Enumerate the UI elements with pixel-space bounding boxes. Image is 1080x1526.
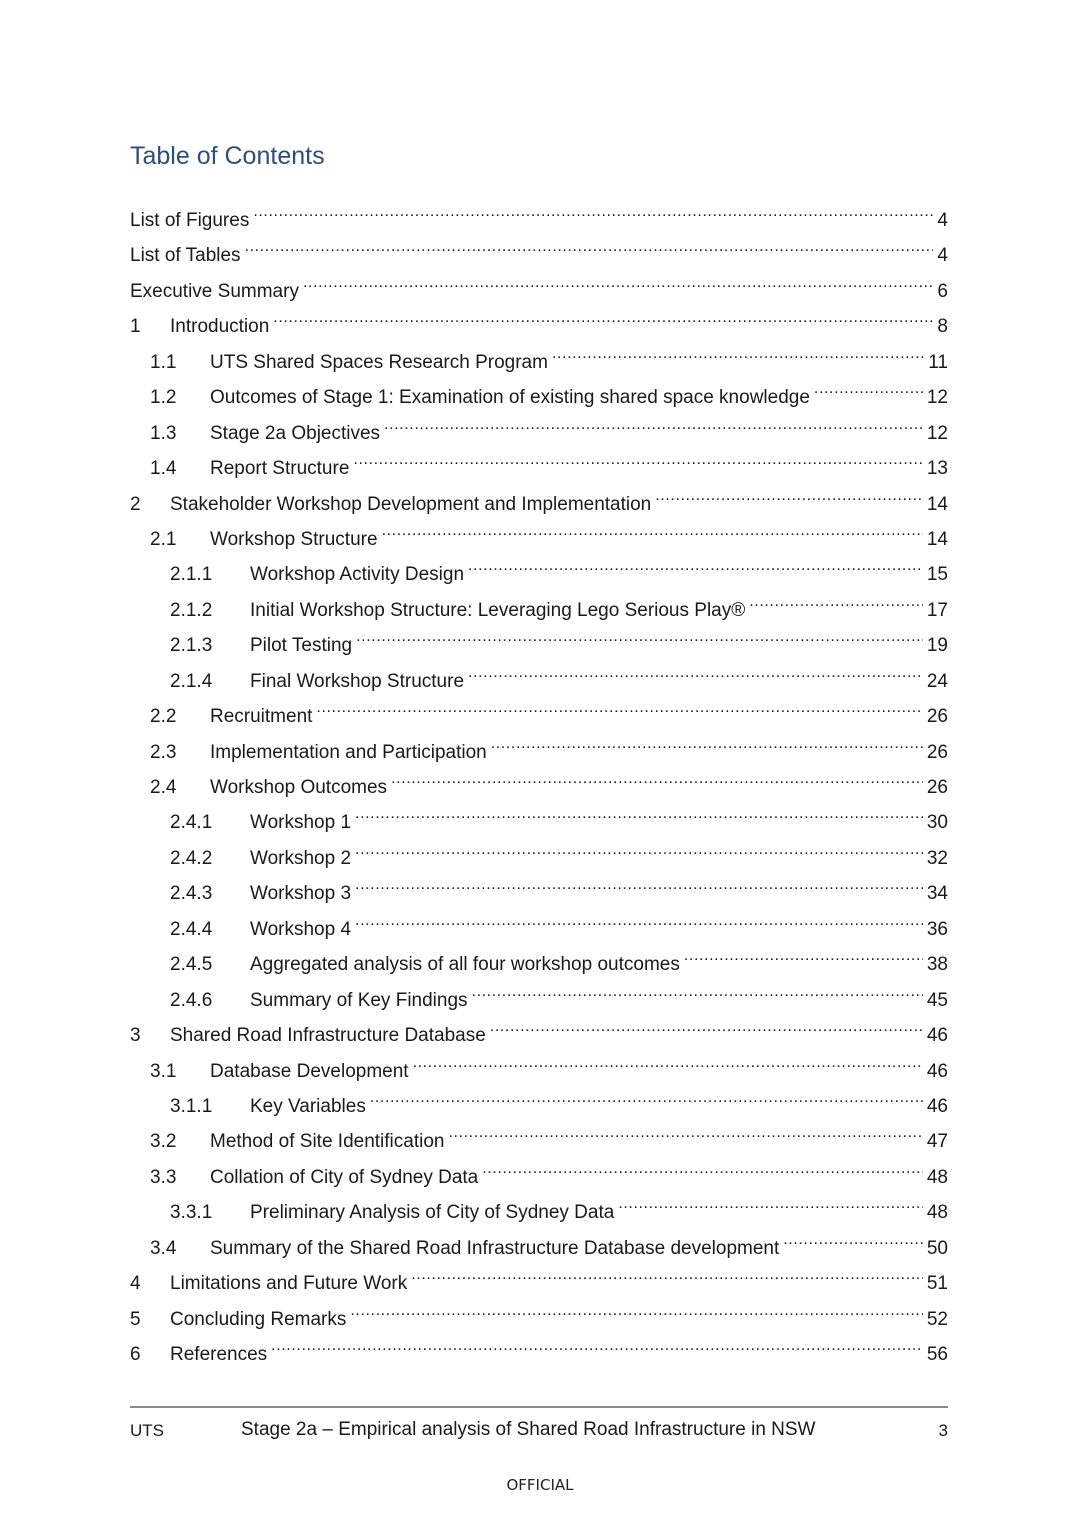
toc-entry-page-number: 12: [926, 387, 948, 409]
toc-entry-label: Summary of the Shared Road Infrastructure Database development: [210, 1237, 780, 1259]
toc-dot-leader: [271, 1325, 923, 1360]
toc-entry-number: 3.1: [150, 1060, 177, 1082]
toc-entry-label: Final Workshop Structure: [250, 670, 465, 692]
toc-entry-label: Workshop Outcomes: [210, 777, 388, 798]
toc-dot-leader: [490, 1006, 923, 1041]
toc-entry-page-number: 26: [926, 706, 948, 728]
toc-entry-page-number: 26: [926, 777, 948, 798]
toc-entry-number: 3.3: [150, 1166, 177, 1188]
toc-entry-number: 2.1.1: [170, 564, 213, 586]
toc-entry-label: UTS Shared Spaces Research Program: [210, 351, 548, 373]
toc-entry-page-number: 34: [926, 883, 948, 905]
toc-entry-page-number: 56: [926, 1344, 948, 1365]
toc-entry-label: Implementation and Participation: [210, 741, 487, 763]
toc-entry-label: Database Development: [210, 1060, 409, 1082]
toc-entry-number: 2.1: [150, 528, 177, 550]
toc-entry-page-number: 52: [926, 1308, 948, 1330]
toc-entry-label: Stakeholder Workshop Development and Implementation: [170, 493, 652, 515]
toc-entry-number: 2.1.4: [170, 670, 213, 692]
toc-dot-leader: [411, 1254, 923, 1289]
toc-dot-leader: [303, 262, 933, 297]
toc-entry-number: 2.4.4: [170, 918, 213, 940]
toc-entry-number: 3.3.1: [170, 1202, 213, 1224]
toc-dot-leader: [618, 1183, 923, 1218]
toc-entry-page-number: 48: [926, 1166, 948, 1188]
toc-entry-page-number: 14: [926, 528, 948, 550]
toc-entry-label: Key Variables: [250, 1095, 366, 1117]
toc-dot-leader: [391, 758, 923, 793]
toc-entry-number: 3.2: [150, 1131, 177, 1153]
toc-entry-number: 2.4.1: [170, 812, 213, 834]
toc-entry-label: Stage 2a Objectives: [210, 422, 381, 444]
toc-entry-label: Shared Road Infrastructure Database: [170, 1025, 486, 1047]
toc-entry-number: 2.4.6: [170, 989, 213, 1011]
toc-dot-leader: [491, 723, 923, 758]
toc-entry-page-number: 17: [926, 599, 948, 621]
toc-dot-leader: [253, 191, 933, 226]
toc-dot-leader: [684, 935, 923, 970]
toc-entry-number: 1: [130, 316, 141, 338]
toc-dot-leader: [355, 864, 923, 899]
toc-dot-leader: [356, 616, 923, 651]
toc-dot-leader: [552, 333, 924, 368]
toc-entry-page-number: 13: [926, 458, 948, 480]
toc-entry-page-number: 46: [926, 1095, 948, 1117]
toc-entry-page-number: 6: [937, 280, 948, 302]
toc-dot-leader: [245, 226, 934, 261]
toc-entry-label: Concluding Remarks: [170, 1308, 347, 1330]
toc-entry-label: Report Structure: [210, 458, 350, 480]
toc-entry-label: Method of Site Identification: [210, 1131, 445, 1153]
toc-entry-label: Aggregated analysis of all four workshop outcomes: [250, 954, 680, 976]
toc-entry-number: 2: [130, 493, 141, 515]
toc-entry-page-number: 45: [926, 989, 948, 1011]
toc-entry-number: 2.4.5: [170, 954, 213, 976]
toc-dot-leader: [482, 1148, 923, 1183]
toc-dot-leader: [468, 545, 923, 580]
toc-dot-leader: [814, 368, 923, 403]
toc-entry-number: 2.1.3: [170, 635, 213, 657]
toc-entry-number: 2.1.2: [170, 599, 213, 621]
toc-entry-label: Limitations and Future Work: [170, 1273, 408, 1295]
toc-entry-number: 5: [130, 1308, 141, 1330]
toc-entry-label: Preliminary Analysis of City of Sydney Data: [250, 1202, 615, 1224]
toc-dot-leader: [273, 297, 933, 332]
footer-report-title: Stage 2a – Empirical analysis of Shared Road Infrastructure in NSW: [241, 1419, 816, 1440]
toc-entry-page-number: 47: [926, 1131, 948, 1153]
toc-entry-number: 3.4: [150, 1237, 177, 1259]
footer-organization: UTS: [130, 1421, 164, 1440]
toc-dot-leader: [355, 829, 923, 864]
toc-entry-number: 2.4: [150, 777, 177, 798]
toc-entry-label: Outcomes of Stage 1: Examination of existing shared space knowledge: [210, 387, 810, 409]
toc-entry-label: Workshop 3: [250, 883, 352, 905]
toc-entry-page-number: 8: [937, 316, 948, 338]
toc-entry-number: 1.2: [150, 387, 177, 409]
toc-entry-page-number: 14: [926, 493, 948, 515]
toc-entry-page-number: 19: [926, 635, 948, 657]
toc-entry-number: 3: [130, 1025, 141, 1047]
toc-entry-label: Workshop Activity Design: [250, 564, 465, 586]
toc-entry-page-number: 48: [926, 1202, 948, 1224]
security-classification: OFFICIAL: [506, 1476, 574, 1494]
footer-page-number: 3: [938, 1421, 948, 1440]
toc-dot-leader: [370, 1077, 923, 1112]
toc-entry-label: Initial Workshop Structure: Leveraging Lego Serious Play®: [250, 599, 746, 621]
toc-entry-label: Workshop 2: [250, 847, 352, 869]
toc-entry-label: References: [170, 1344, 268, 1365]
toc-entry-page-number: 32: [926, 847, 948, 869]
toc-entry-number: 2.2: [150, 706, 177, 728]
toc-entry-label: Workshop 4: [250, 918, 352, 940]
toc-entry-number: 1.1: [150, 351, 177, 373]
toc-entry-label: Pilot Testing: [250, 635, 353, 657]
toc-dot-leader: [355, 793, 923, 828]
toc-heading: Table of Contents: [130, 142, 325, 170]
toc-entry-number: 1.4: [150, 458, 177, 480]
toc-dot-leader: [382, 510, 923, 545]
toc-entry-page-number: 36: [926, 918, 948, 940]
toc-dot-leader: [355, 900, 923, 935]
toc-dot-leader: [749, 581, 923, 616]
toc-entry-label: Recruitment: [210, 706, 313, 728]
toc-dot-leader: [413, 1042, 923, 1077]
toc-entry-label: Workshop 1: [250, 812, 352, 834]
toc-entry-page-number: 46: [926, 1025, 948, 1047]
toc-entry-label: List of Tables: [130, 245, 241, 267]
toc-entry-label: Executive Summary: [130, 280, 299, 302]
toc-dot-leader: [384, 404, 923, 439]
toc-entry-label: Summary of Key Findings: [250, 989, 468, 1011]
toc-entry-number: 2.4.3: [170, 883, 213, 905]
toc-entry-page-number: 26: [926, 741, 948, 763]
toc-entry-page-number: 11: [928, 351, 948, 373]
toc-entry-page-number: 30: [926, 812, 948, 834]
toc-dot-leader: [655, 475, 923, 510]
toc-dot-leader: [448, 1112, 922, 1147]
toc-entry-page-number: 24: [926, 670, 948, 692]
toc-entry-number: 2.4.2: [170, 847, 213, 869]
toc-dot-leader: [468, 652, 923, 687]
toc-entry-page-number: 4: [937, 245, 948, 267]
toc-entry[interactable]: [130, 262, 948, 302]
table-of-contents: [130, 191, 948, 1365]
toc-entry-page-number: 15: [926, 564, 948, 586]
toc-dot-leader: [783, 1219, 923, 1254]
toc-entry-label: Workshop Structure: [210, 528, 378, 550]
toc-entry-page-number: 50: [926, 1237, 948, 1259]
footer-divider: [130, 1406, 948, 1408]
toc-dot-leader: [472, 971, 923, 1006]
toc-entry-label: List of Figures: [130, 210, 250, 231]
toc-entry-page-number: 38: [926, 954, 948, 976]
toc-entry-number: 2.3: [150, 741, 177, 763]
toc-entry-page-number: 46: [926, 1060, 948, 1082]
toc-entry-label: Introduction: [170, 316, 270, 338]
toc-dot-leader: [350, 1290, 923, 1325]
toc-entry-number: 1.3: [150, 422, 177, 444]
toc-entry-number: 6: [130, 1344, 141, 1365]
toc-entry-number: 4: [130, 1273, 141, 1295]
toc-entry-page-number: 12: [926, 422, 948, 444]
toc-dot-leader: [353, 439, 922, 474]
toc-entry[interactable]: [130, 226, 948, 267]
toc-entry-label: Collation of City of Sydney Data: [210, 1166, 479, 1188]
toc-entry-number: 3.1.1: [170, 1095, 213, 1117]
toc-dot-leader: [316, 687, 922, 722]
toc-entry-page-number: 51: [926, 1273, 948, 1295]
toc-entry[interactable]: [130, 191, 948, 231]
toc-entry-page-number: 4: [937, 210, 948, 231]
